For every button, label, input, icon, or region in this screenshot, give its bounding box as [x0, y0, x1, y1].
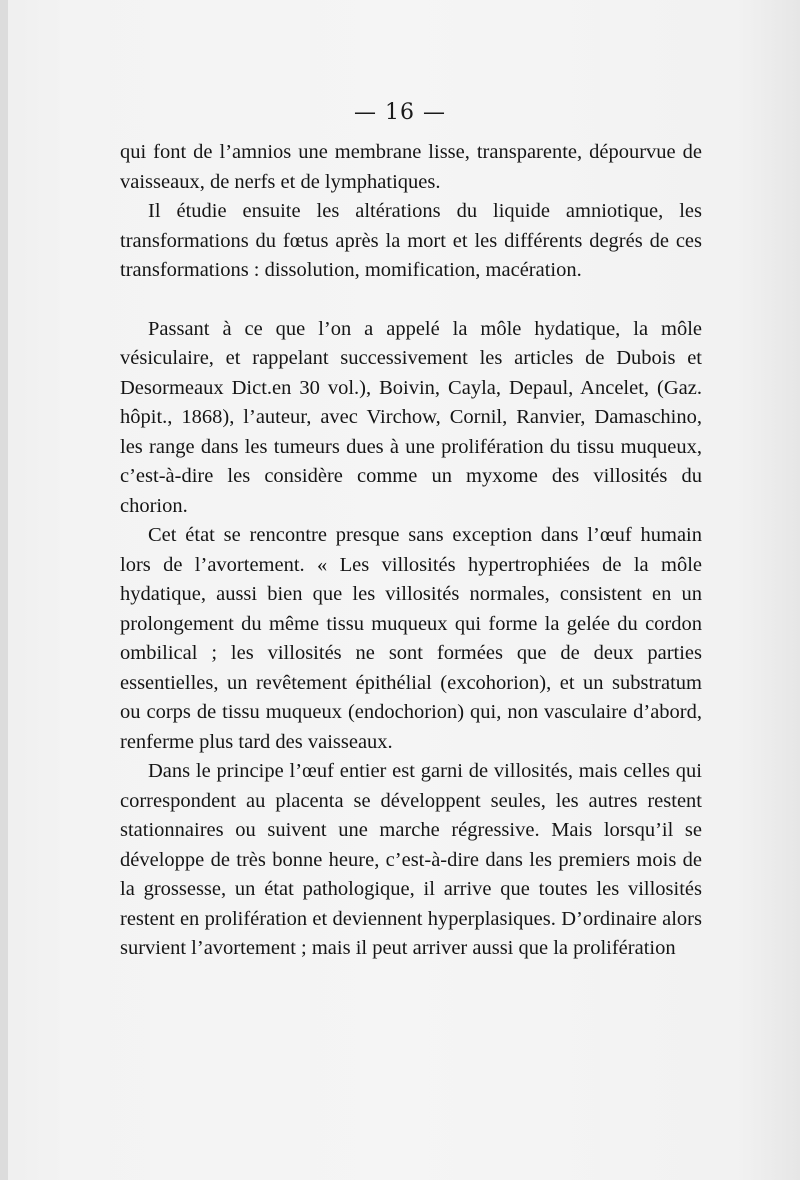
paragraph-etat-avortement: Cet état se rencontre presque sans exception dans l’œuf humain lors de l’avortement. « Les villosités hypertrophiées de la môle hydatique, aussi bien que les villosités normales, consistent en un prolongement du même tissu muqueux qui forme la gelée du cordon ombilical ; les villosités ne sont formées que de deux parties essentielles, un revêtement épithélial (excohorion), et un substratum ou corps de tissu muqueux (endochorion) qui, non vasculaire d’abord, renferme plus tard des vaisseaux. [120, 524, 702, 753]
paragraph-principe-oeuf: Dans le principe l’œuf entier est garni de villosités, mais celles qui correspondent au placenta se développent seules, les autres restent stationnaires ou suivent une marche régressive. Mais lorsqu’il se développe de très bonne heure, c’est-à-dire dans les premiers mois de la grossesse, un état pathologique, il arrive que toutes les villosités restent en prolifération et deviennent hyperplasiques. D’ordinaire alors survient l’avortement ; mais il peut arriver aussi que la prolifération [120, 760, 702, 959]
body-text [120, 138, 702, 964]
paragraph-mole-hydatique: Passant à ce que l’on a appelé la môle hydatique, la môle vésiculaire, et rappelant successivement les articles de Dubois et Desormeaux Dict.en 30 vol.), Boivin, Cayla, Depaul, Ancelet, (Gaz. hôpit., 1868), l’auteur, avec Virchow, Cornil, Ranvier, Damaschino, les range dans les tumeurs dues à une prolifération du tissu muqueux, c’est-à-dire les considère comme un myxome des villosités du chorion. [120, 317, 702, 517]
page-edge [0, 0, 8, 1180]
paragraph-altérations: Il étudie ensuite les altérations du liquide amniotique, les transformations du fœtus après la mort et les différents degrés de ces transformations : dissolution, momification, macération. [120, 200, 702, 281]
paragraph-continuation: qui font de l’amnios une membrane lisse, transparente, dépourvue de vaisseaux, de nerfs et de lymphatiques. [120, 141, 702, 193]
page-number: — 16 — [354, 100, 446, 125]
